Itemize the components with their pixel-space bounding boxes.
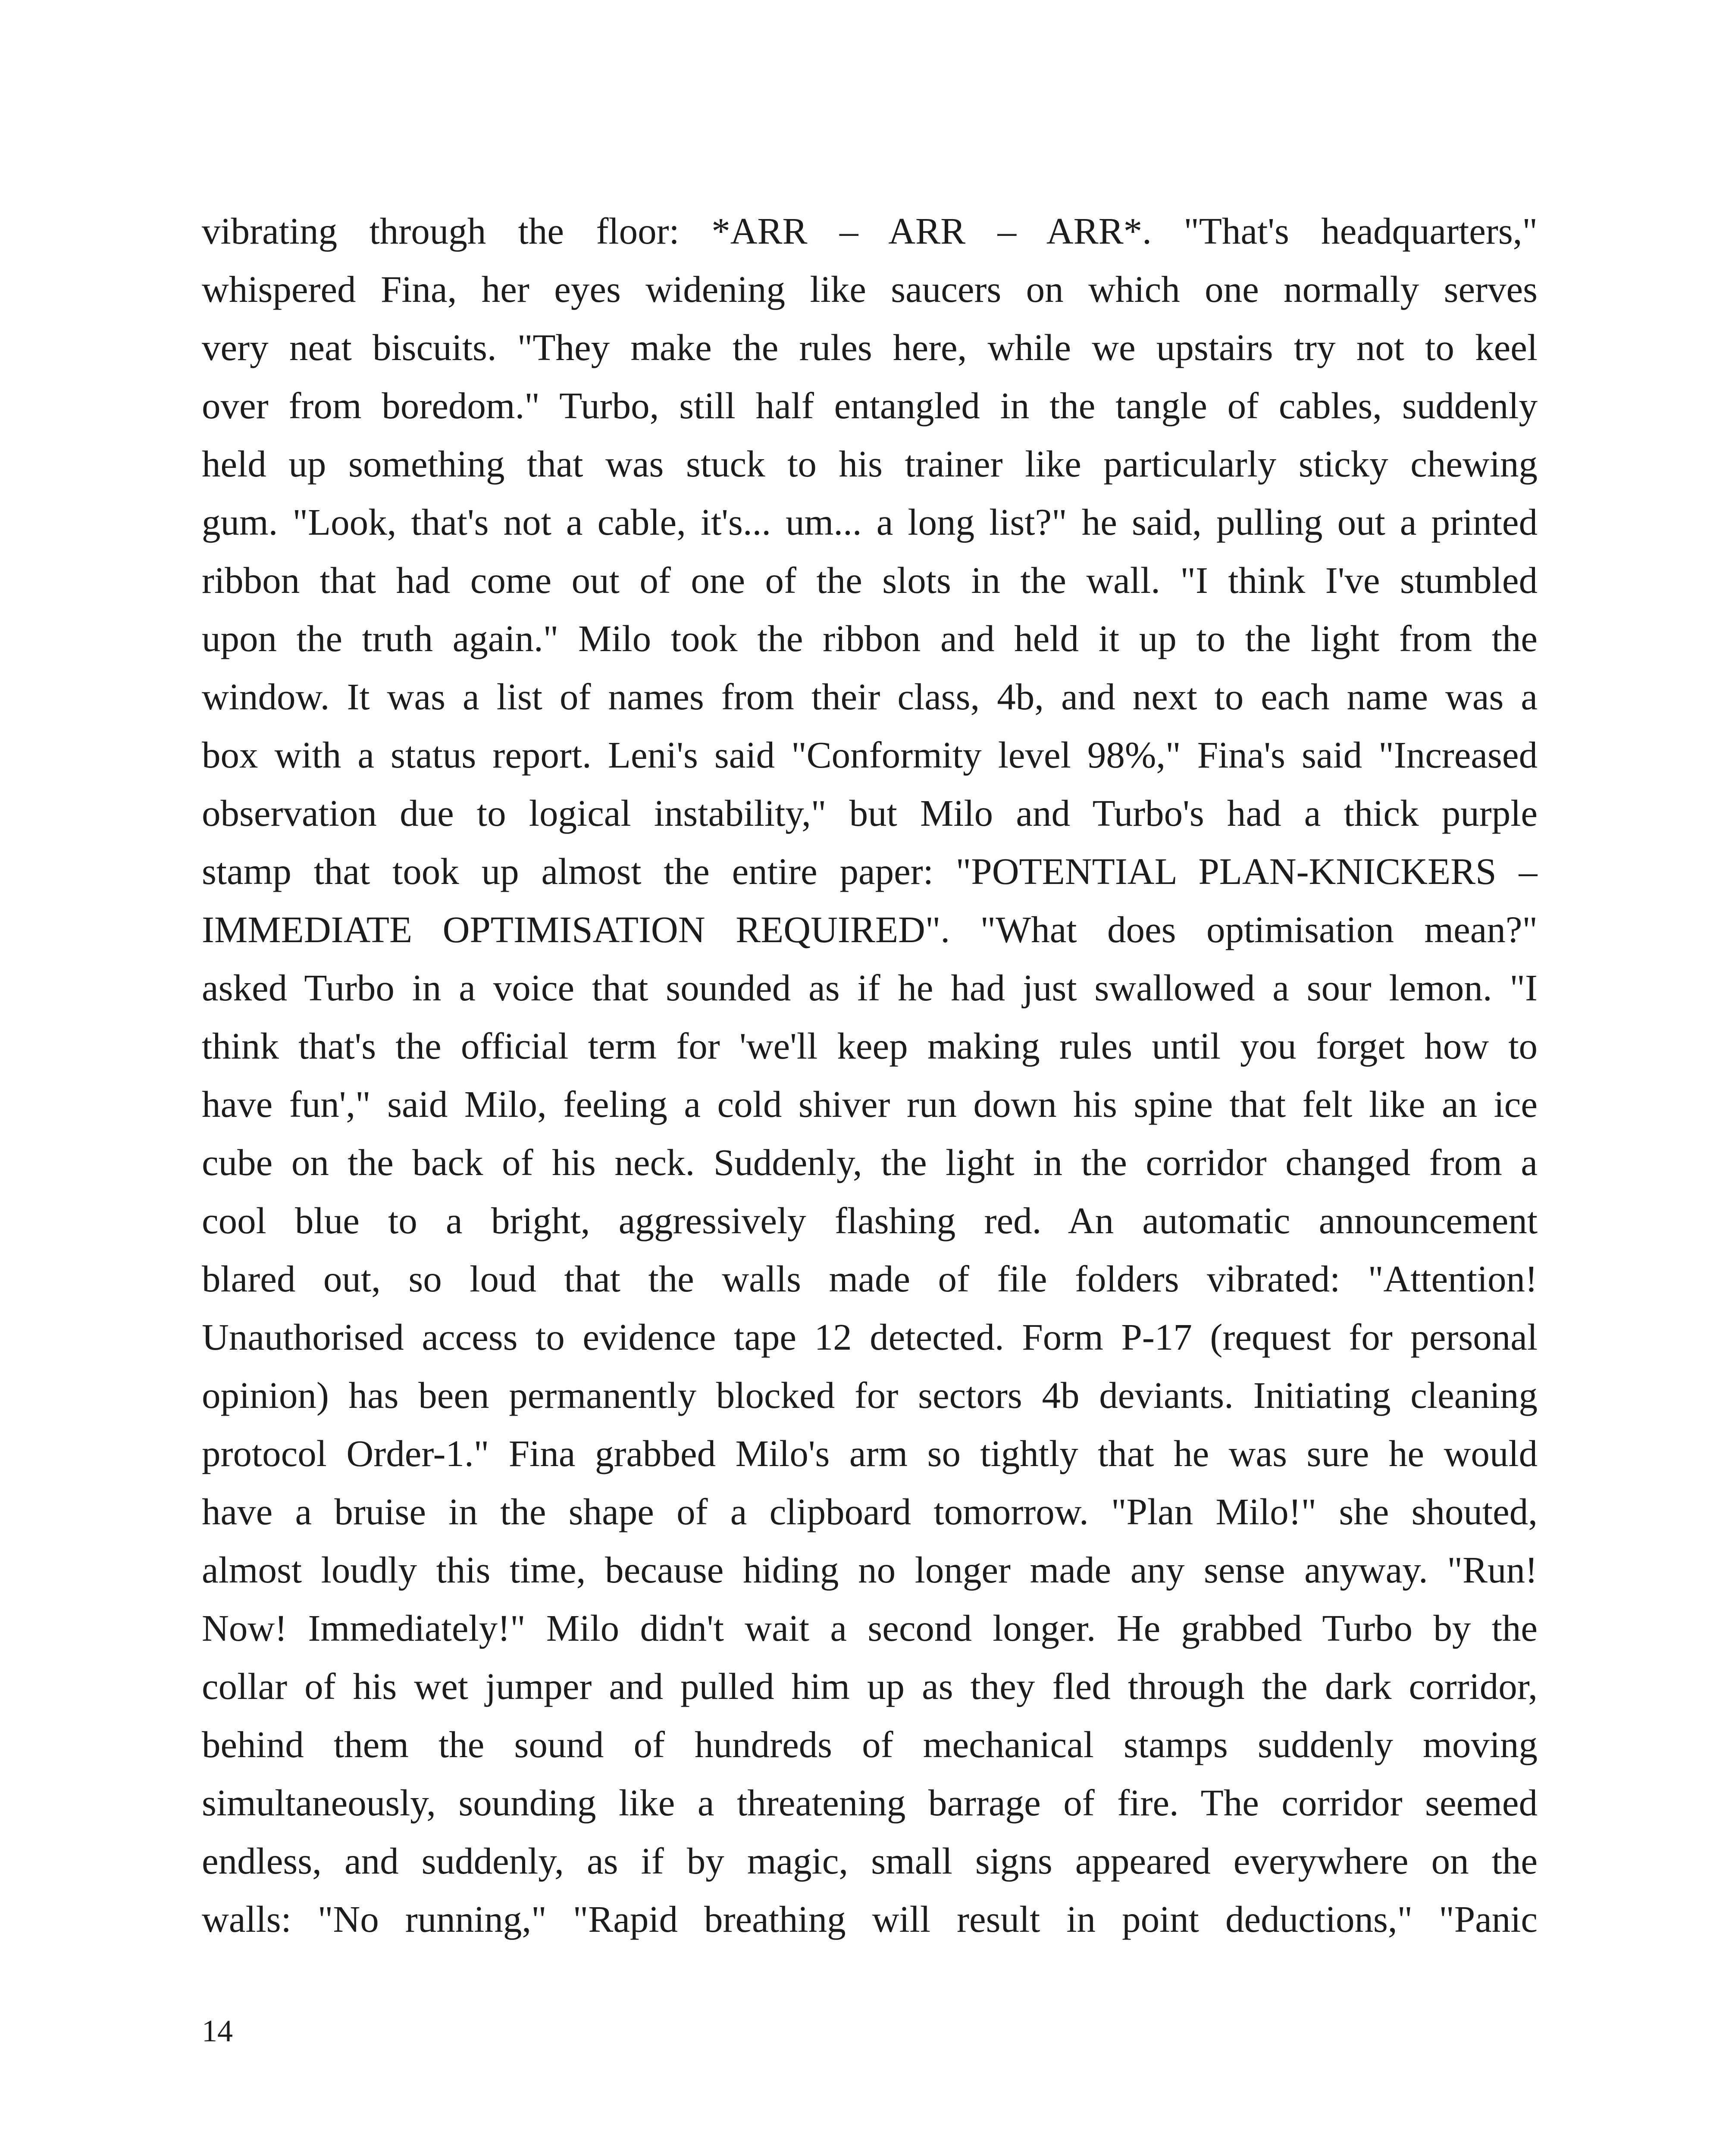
text-line: opinion) has been permanently blocked for sectors 4b deviants. Initiating cleaning — [202, 1374, 1538, 1416]
text-line: protocol Order-1." Fina grabbed Milo's arm so tightly that he was sure he would — [202, 1432, 1538, 1474]
text-line: behind them the sound of hundreds of mechanical stamps suddenly moving — [202, 1724, 1538, 1765]
text-line: Now! Immediately!" Milo didn't wait a second longer. He grabbed Turbo by the — [202, 1607, 1538, 1649]
text-line: window. It was a list of names from their class, 4b, and next to each name was a — [202, 676, 1538, 718]
text-line: observation due to logical instability," but Milo and Turbo's had a thick purple — [202, 792, 1538, 834]
text-line: Unauthorised access to evidence tape 12 detected. Form P-17 (request for personal — [202, 1316, 1538, 1358]
text-line: gum. "Look, that's not a cable, it's... um... a long list?" he said, pulling out a printed — [202, 501, 1538, 543]
text-line: endless, and suddenly, as if by magic, small signs appeared everywhere on the — [202, 1840, 1538, 1882]
text-line: box with a status report. Leni's said "Conformity level 98%," Fina's said "Increased — [202, 734, 1538, 776]
text-line: very neat biscuits. "They make the rules here, while we upstairs try not to keel — [202, 326, 1538, 368]
text-line: held up something that was stuck to his trainer like particularly sticky chewing — [202, 443, 1538, 485]
text-line: have a bruise in the shape of a clipboard tomorrow. "Plan Milo!" she shouted, — [202, 1491, 1538, 1532]
body-text — [202, 202, 1538, 1948]
text-line: over from boredom." Turbo, still half entangled in the tangle of cables, suddenly — [202, 385, 1538, 426]
text-line: whispered Fina, her eyes widening like saucers on which one normally serves — [202, 268, 1538, 310]
text-line: almost loudly this time, because hiding no longer made any sense anyway. "Run! — [202, 1549, 1538, 1591]
page-number: 14 — [202, 2014, 233, 2048]
text-line: cool blue to a bright, aggressively flashing red. An automatic announcement — [202, 1200, 1538, 1241]
text-line: vibrating through the floor: *ARR – ARR – ARR*. "That's headquarters," — [202, 210, 1538, 252]
text-line: ribbon that had come out of one of the slots in the wall. "I think I've stumbled — [202, 559, 1538, 601]
text-line: collar of his wet jumper and pulled him up as they fled through the dark corridor, — [202, 1665, 1538, 1707]
text-line: upon the truth again." Milo took the ribbon and held it up to the light from the — [202, 617, 1538, 659]
text-line: IMMEDIATE OPTIMISATION REQUIRED". "What does optimisation mean?" — [202, 909, 1538, 950]
text-line: asked Turbo in a voice that sounded as if he had just swallowed a sour lemon. "I — [202, 967, 1538, 1009]
text-line: blared out, so loud that the walls made of file folders vibrated: "Attention! — [202, 1258, 1538, 1300]
text-line: stamp that took up almost the entire paper: "POTENTIAL PLAN-KNICKERS – — [202, 850, 1538, 892]
text-line: have fun'," said Milo, feeling a cold shiver run down his spine that felt like an ice — [202, 1083, 1538, 1125]
text-line: cube on the back of his neck. Suddenly, the light in the corridor changed from a — [202, 1141, 1538, 1183]
text-line: think that's the official term for 'we'll keep making rules until you forget how to — [202, 1025, 1538, 1067]
text-line: simultaneously, sounding like a threatening barrage of fire. The corridor seemed — [202, 1782, 1538, 1824]
text-line: walls: "No running," "Rapid breathing will result in point deductions," "Panic — [202, 1898, 1538, 1940]
